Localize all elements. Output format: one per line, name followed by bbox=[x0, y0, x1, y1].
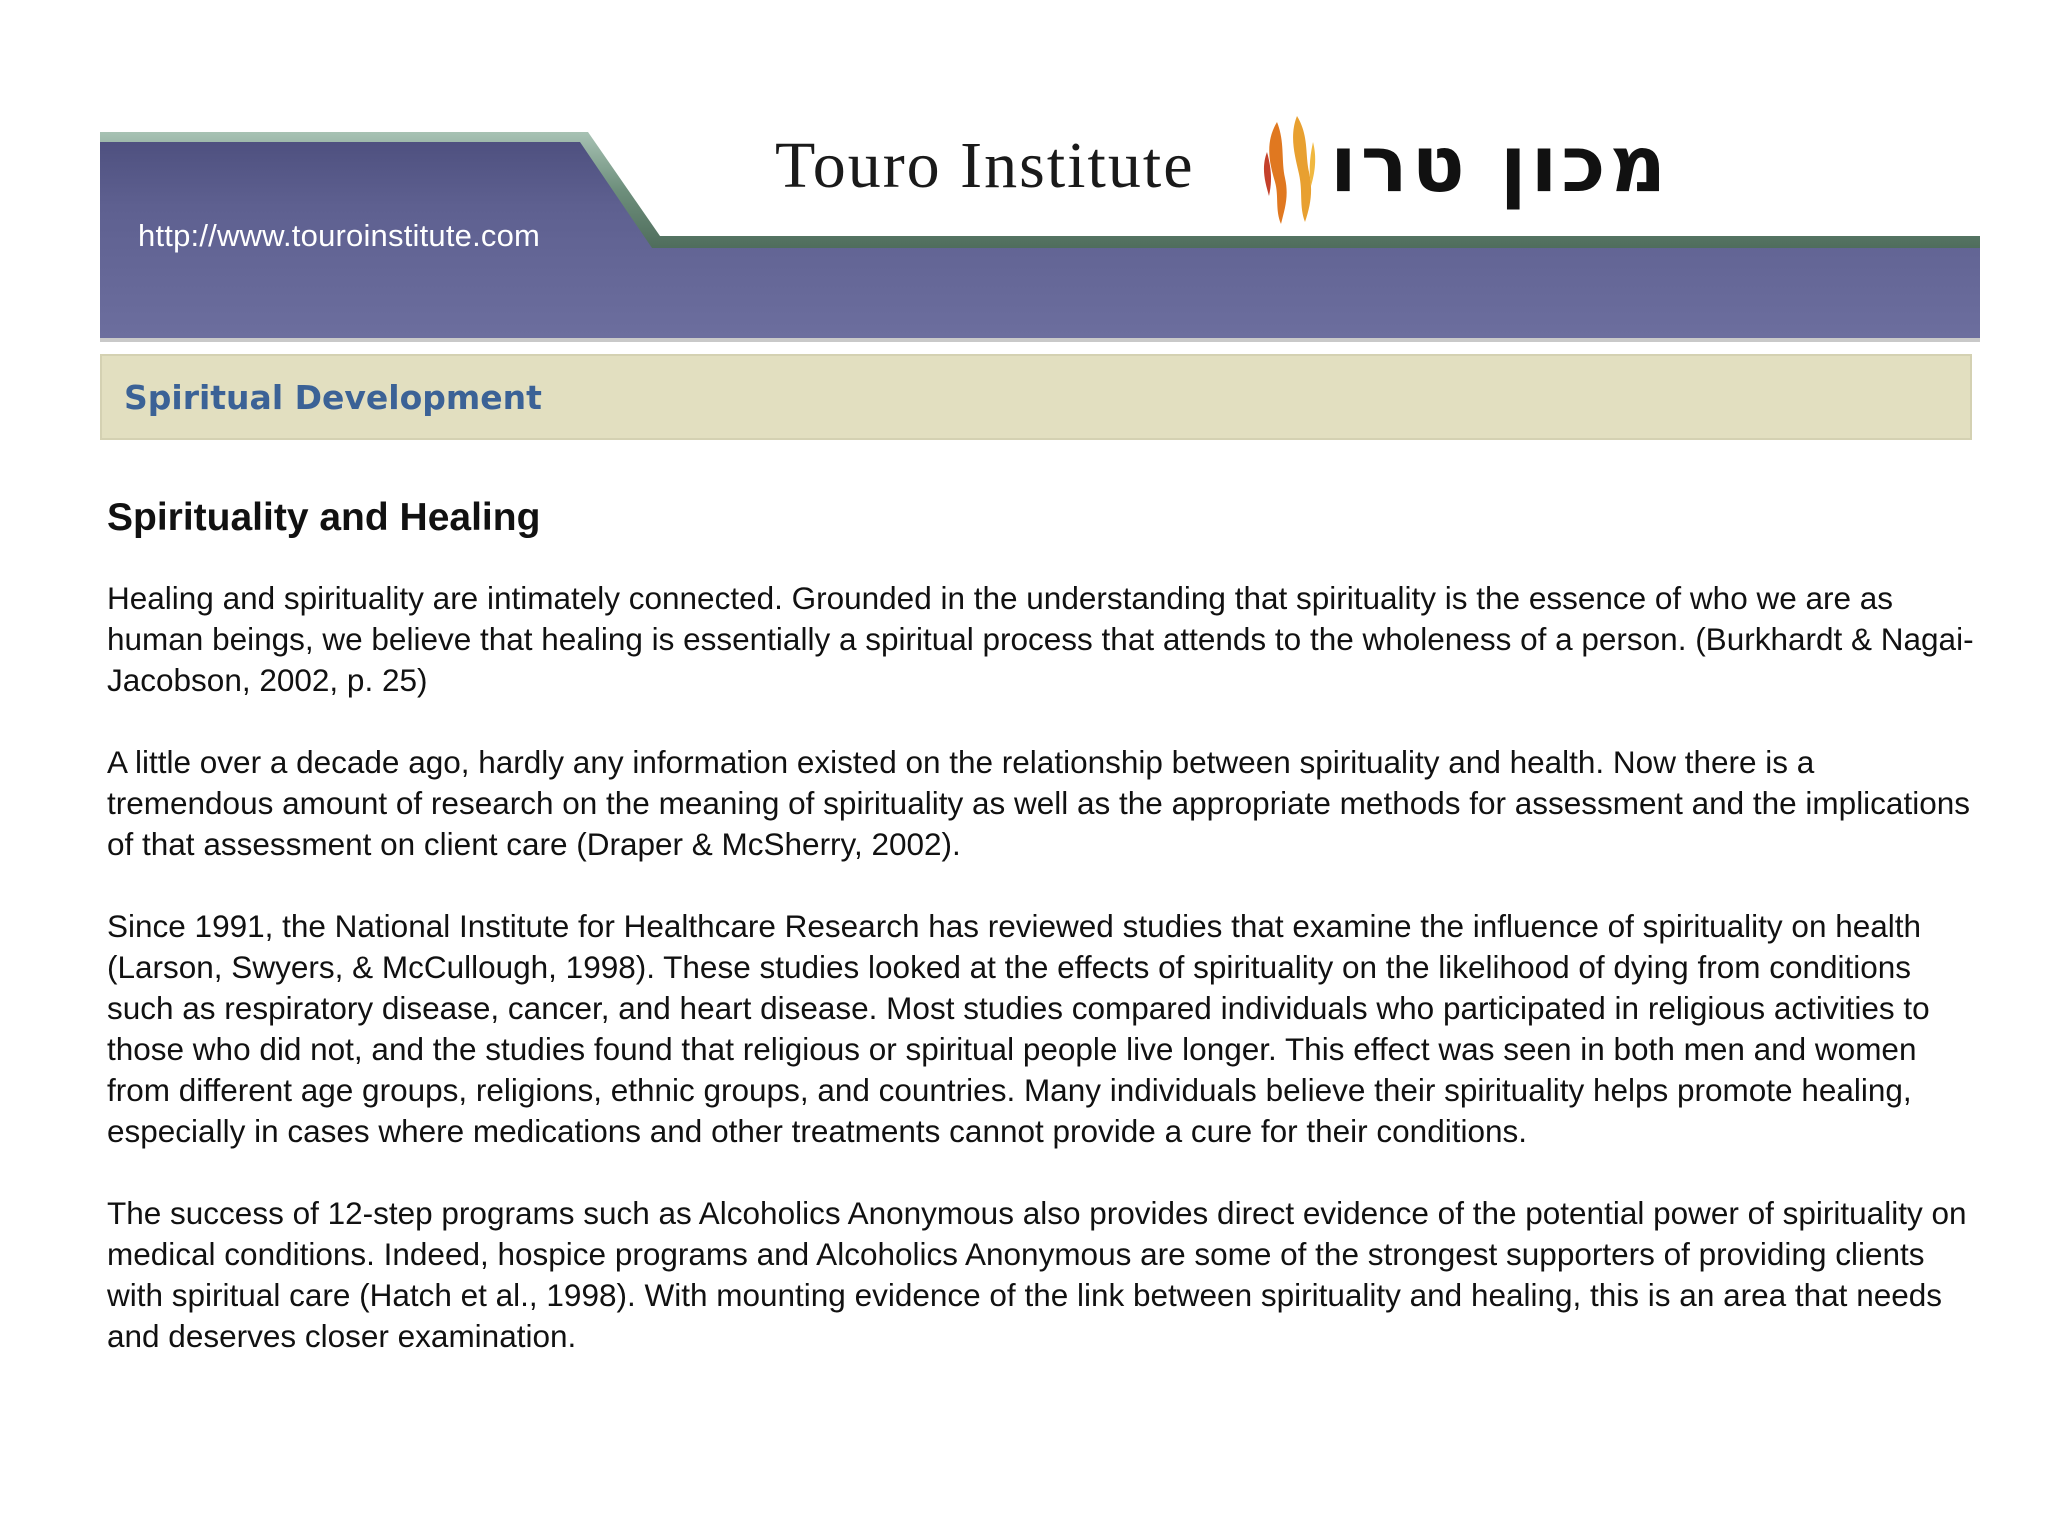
section-header-bar bbox=[100, 354, 1972, 440]
brand-name: Touro Institute bbox=[775, 129, 1195, 202]
brand-name-hebrew: מכון טרו bbox=[1330, 120, 1671, 210]
flame-logo-icon bbox=[1255, 112, 1325, 230]
article-paragraph: A little over a decade ago, hardly any information existed on the relationship between spirituality and health. Now there is a tremendous amount of research on the meaning of spirituality as well as the appropriate methods for assessment and the implications of that assessment on client care (Draper & McSherry, 2002). bbox=[107, 744, 1970, 862]
article-body bbox=[107, 496, 1977, 1398]
site-url-link[interactable]: http://www.touroinstitute.com bbox=[138, 218, 541, 253]
article-paragraph: The success of 12-step programs such as Alcoholics Anonymous also provides direct evidence of the potential power of spirituality on medical conditions. Indeed, hospice programs and Alcoholics Anonymous are some of the strongest supporters of providing clients with spiritual care (Hatch et al., 1998). With mounting evidence of the link between spirituality and healing, this is an area that needs and deserves closer examination. bbox=[107, 1195, 1967, 1354]
article-paragraph: Since 1991, the National Institute for Healthcare Research has reviewed studies that examine the influence of spirituality on health (Larson, Swyers, & McCullough, 1998). These studies looked at the effects of spirituality on the likelihood of dying from conditions such as respiratory disease, cancer, and heart disease. Most studies compared individuals who participated in religious activities to those who did not, and the studies found that religious or spiritual people live longer. This effect was seen in both men and women from different age groups, religions, ethnic groups, and countries. Many individuals believe their spirituality helps promote healing, especially in cases where medications and other treatments cannot provide a cure for their conditions. bbox=[107, 908, 1930, 1149]
article-heading: Spirituality and Healing bbox=[107, 496, 541, 539]
section-title: Spiritual Development bbox=[124, 378, 542, 417]
article-paragraph: Healing and spirituality are intimately connected. Grounded in the understanding that spirituality is the essence of who we are as human beings, we believe that healing is essentially a spiritual process that attends to the wholeness of a person. (Burkhardt & Nagai-Jacobson, 2002, p. 25) bbox=[107, 580, 1974, 698]
